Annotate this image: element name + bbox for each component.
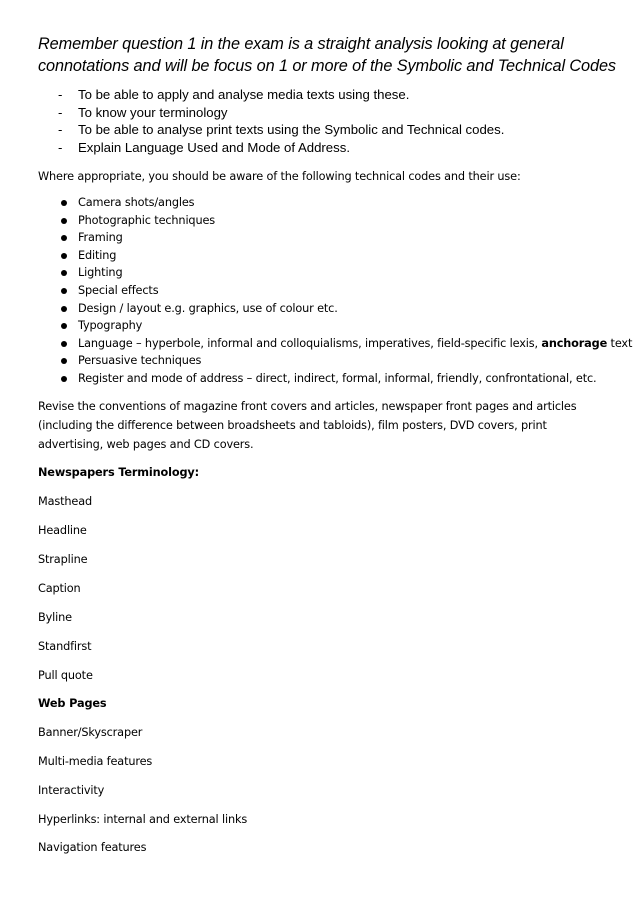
newspaper-term: Headline: [38, 524, 87, 537]
web-term: Interactivity: [38, 784, 105, 797]
newspaper-term: Caption: [38, 582, 81, 595]
technical-code-item: Framing: [60, 229, 620, 247]
newspapers-heading: Newspapers Terminology:: [38, 466, 199, 479]
technical-code-item: Typography: [60, 317, 620, 335]
bullet-icon: [61, 253, 67, 259]
technical-code-item: Editing: [60, 247, 620, 265]
aim-text: Explain Language Used and Mode of Address.: [78, 139, 350, 155]
web-term: Banner/Skyscraper: [38, 726, 143, 739]
technical-code-item: Register and mode of address – direct, indirect, formal, informal, friendly, confrontational, etc.: [60, 370, 620, 388]
technical-code-item: Special effects: [60, 282, 620, 300]
technical-code-item: Persuasive techniques: [60, 352, 620, 370]
bullet-icon: [61, 306, 67, 312]
web-term: Multi-media features: [38, 755, 153, 768]
bullet-icon: [61, 270, 67, 276]
technical-code-item: Lighting: [60, 264, 620, 282]
bullet-icon: [61, 323, 67, 329]
aim-text: To be able to analyse print texts using the Symbolic and Technical codes.: [78, 122, 505, 138]
intro-paragraph: Remember question 1 in the exam is a straight analysis looking at general connotations and will be focus on 1 or more of the Symbolic and Technical Codes: [38, 35, 616, 75]
bullet-icon: [61, 218, 67, 224]
bullet-icon: [61, 288, 67, 294]
bullet-icon: [61, 341, 67, 347]
aims-list: [58, 86, 598, 156]
aim-item: [58, 121, 598, 139]
technical-code-item: Camera shots/angles: [60, 194, 620, 212]
technical-code-item: Design / layout e.g. graphics, use of colour etc.: [60, 300, 620, 318]
newspaper-term: Byline: [38, 611, 72, 624]
bullet-icon: [61, 358, 67, 364]
aim-item: [58, 104, 598, 122]
dash-marker: -: [58, 104, 63, 120]
anchorage-term: anchorage: [541, 336, 608, 350]
dash-marker: -: [58, 87, 63, 102]
where-paragraph: Where appropriate, you should be aware of the following technical codes and their use:: [38, 170, 521, 183]
aim-item: [58, 139, 598, 157]
revise-paragraph: Revise the conventions of magazine front covers and articles, newspaper front pages and articles (including the difference between broadsheets and tabloids), film posters, DVD covers, print advertising, web pages and CD covers.: [38, 400, 577, 451]
aim-text: To be able to apply and analyse media texts using these.: [78, 87, 410, 102]
bullet-icon: [61, 200, 67, 206]
newspaper-term: Pull quote: [38, 669, 93, 682]
dash-marker: -: [58, 122, 63, 138]
bullet-icon: [61, 235, 67, 241]
aim-text: To know your terminology: [78, 104, 228, 120]
technical-codes-list: [60, 194, 633, 388]
newspaper-term: Masthead: [38, 495, 92, 508]
aim-item: [58, 86, 598, 104]
bullet-icon: [61, 376, 67, 382]
technical-code-item: Language – hyperbole, informal and colloquialisms, imperatives, field-specific lexis, anchorage text: [60, 335, 620, 353]
web-pages-heading: Web Pages: [38, 697, 107, 710]
newspaper-term: Strapline: [38, 553, 88, 566]
newspaper-term: Standfirst: [38, 640, 92, 653]
dash-marker: -: [58, 139, 63, 155]
technical-code-item: Photographic techniques: [60, 212, 620, 230]
web-term: Navigation features: [38, 841, 147, 854]
web-term: Hyperlinks: internal and external links: [38, 813, 248, 826]
